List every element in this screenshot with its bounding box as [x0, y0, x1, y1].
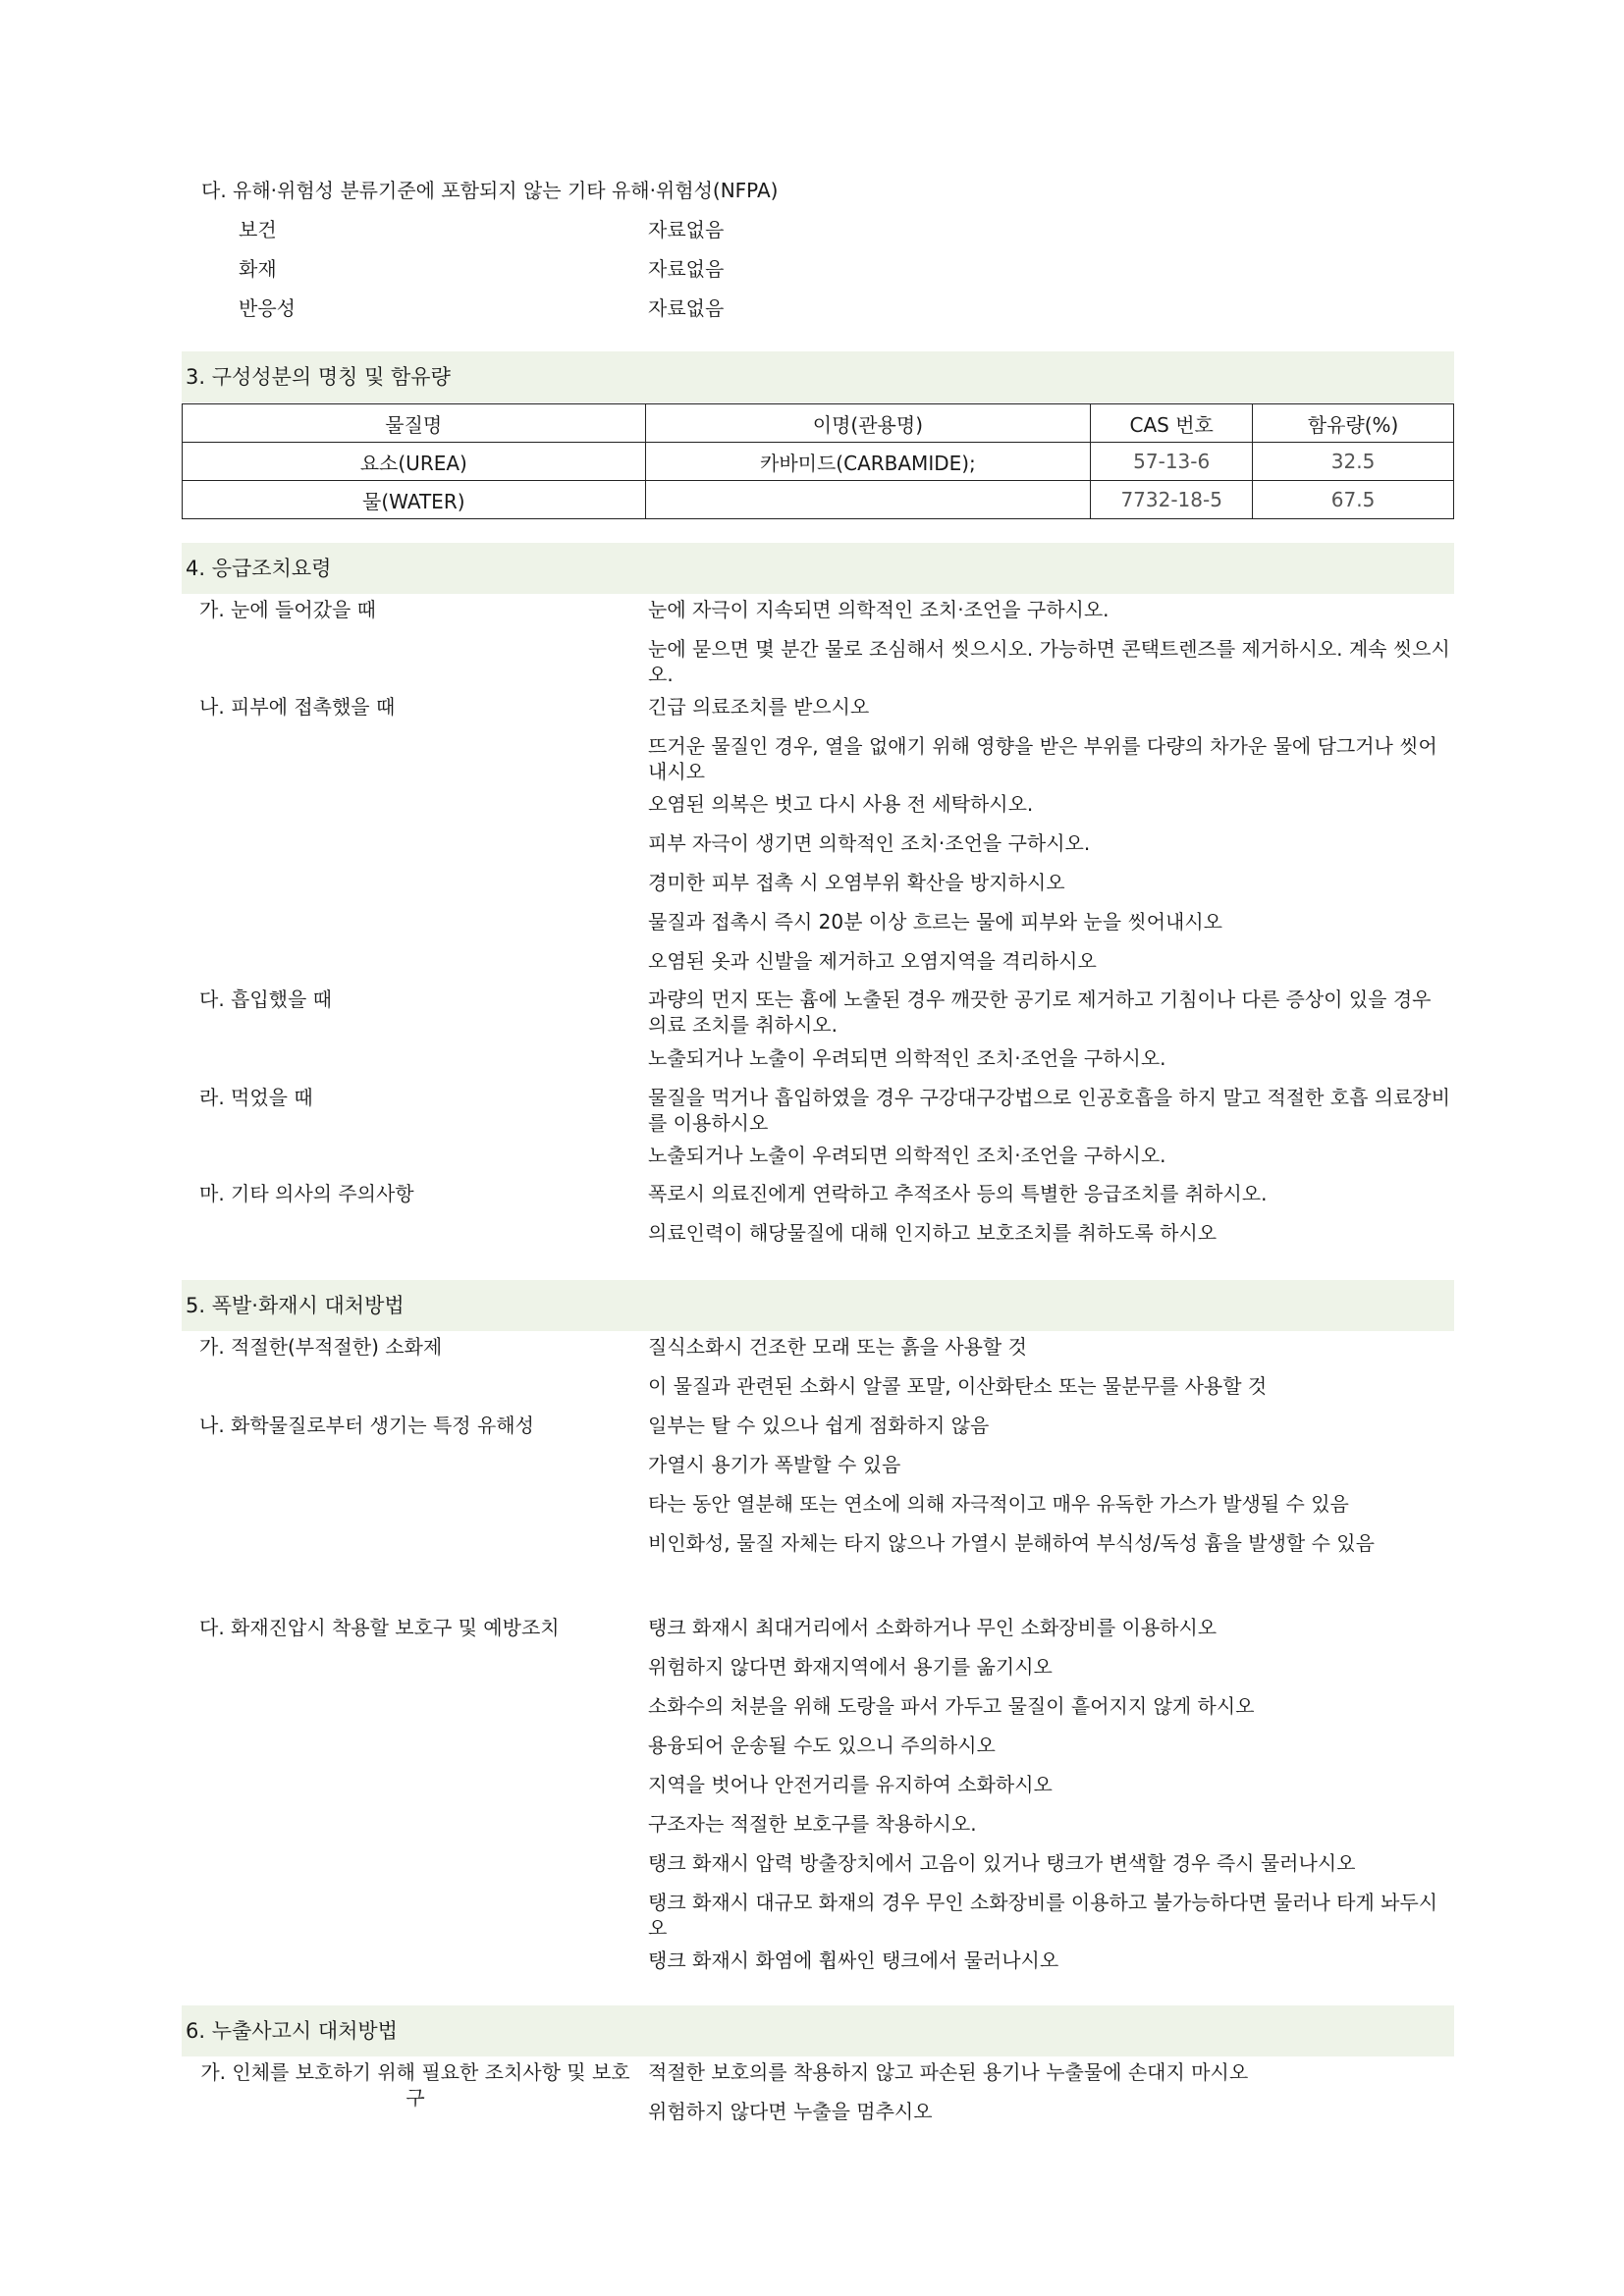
first-aid-physician-label: 마. 기타 의사의 주의사항 — [199, 1182, 414, 1205]
col-cas-number: CAS 번호 — [1091, 404, 1253, 443]
list-item: 이 물질과 관련된 소화시 알콜 포말, 이산화탄소 또는 물분무를 사용할 것 — [648, 1374, 1268, 1398]
list-item: 탱크 화재시 최대거리에서 소화하거나 무인 소화장비를 이용하시오 — [648, 1616, 1218, 1639]
first-aid-skin-label: 나. 피부에 접촉했을 때 — [199, 695, 396, 719]
table-row — [183, 481, 1454, 519]
list-item: 오염된 의복은 벗고 다시 사용 전 세탁하시오. — [648, 792, 1034, 816]
composition-table — [182, 403, 1454, 519]
cell-content: 67.5 — [1253, 481, 1454, 519]
cell-cas: 7732-18-5 — [1091, 481, 1253, 519]
list-item: 눈에 자극이 지속되면 의학적인 조치·조언을 구하시오. — [648, 598, 1110, 621]
list-item: 탱크 화재시 화염에 휩싸인 탱크에서 물러나시오 — [648, 1949, 1059, 1972]
first-aid-inhalation-label: 다. 흡입했을 때 — [199, 988, 332, 1011]
list-item: 노출되거나 노출이 우려되면 의학적인 조치·조언을 구하시오. — [648, 1144, 1166, 1167]
list-item: 타는 동안 열분해 또는 연소에 의해 자극적이고 매우 유독한 가스가 발생될 수 있음 — [648, 1492, 1349, 1516]
nfpa-heading: 다. 유해·위험성 분류기준에 포함되지 않는 기타 유해·위험성(NFPA) — [201, 179, 779, 202]
list-item: 용융되어 운송될 수도 있으니 주의하시오 — [648, 1734, 996, 1757]
col-content-percent: 함유량(%) — [1253, 404, 1454, 443]
nfpa-label-reactivity: 반응성 — [239, 296, 296, 320]
cell-content: 32.5 — [1253, 443, 1454, 481]
section6-title: 6. 누출사고시 대처방법 — [182, 2005, 1454, 2056]
table-header-row — [183, 404, 1454, 443]
list-item: 지역을 벗어나 안전거리를 유지하여 소화하시오 — [648, 1773, 1053, 1796]
list-item: 경미한 피부 접촉 시 오염부위 확산을 방지하시오 — [648, 871, 1065, 894]
list-item: 피부 자극이 생기면 의학적인 조치·조언을 구하시오. — [648, 831, 1091, 855]
list-item: 뜨거운 물질인 경우, 열을 없애기 위해 영향을 받은 부위를 다량의 차가운 물에 담그거나 씻어내시오 — [648, 734, 1437, 783]
cell-substance: 물(WATER) — [183, 481, 646, 519]
list-item: 가열시 용기가 폭발할 수 있음 — [648, 1453, 901, 1476]
nfpa-label-fire: 화재 — [239, 257, 277, 281]
list-item: 구조자는 적절한 보호구를 착용하시오. — [648, 1812, 977, 1836]
cell-synonym: 카바미드(CARBAMIDE); — [645, 443, 1091, 481]
list-item: 의료인력이 해당물질에 대해 인지하고 보호조치를 취하도록 하시오 — [648, 1221, 1218, 1245]
cell-cas: 57-13-6 — [1091, 443, 1253, 481]
list-item: 탱크 화재시 압력 방출장치에서 고음이 있거나 탱크가 변색할 경우 즉시 물러나시오 — [648, 1851, 1356, 1875]
section5-title: 5. 폭발·화재시 대처방법 — [182, 1280, 1454, 1331]
list-item: 위험하지 않다면 누출을 멈추시오 — [648, 2100, 933, 2123]
list-item: 폭로시 의료진에게 연락하고 추적조사 등의 특별한 응급조치를 취하시오. — [648, 1182, 1268, 1205]
list-item: 물질을 먹거나 흡입하였을 경우 구강대구강법으로 인공호흡을 하지 말고 적절한 호흡 의료장비를 이용하시오 — [648, 1086, 1451, 1135]
cell-synonym — [645, 481, 1091, 519]
list-item: 과량의 먼지 또는 흄에 노출된 경우 깨끗한 공기로 제거하고 기침이나 다른 증상이 있을 경우 의료 조치를 취하시오. — [648, 988, 1432, 1037]
first-aid-eyes-label: 가. 눈에 들어갔을 때 — [199, 598, 376, 621]
table-row — [183, 443, 1454, 481]
list-item: 오염된 옷과 신발을 제거하고 오염지역을 격리하시오 — [648, 949, 1097, 973]
specific-hazards-label: 나. 화학물질로부터 생기는 특정 유해성 — [199, 1414, 534, 1437]
col-substance-name: 물질명 — [183, 404, 646, 443]
section4-title: 4. 응급조치요령 — [182, 543, 1454, 594]
nfpa-label-health: 보건 — [239, 218, 277, 241]
list-item: 눈에 묻으면 몇 분간 물로 조심해서 씻으시오. 가능하면 콘택트렌즈를 제거하시오. 계속 씻으시오. — [648, 637, 1450, 686]
extinguishing-media-label: 가. 적절한(부적절한) 소화제 — [199, 1335, 443, 1359]
nfpa-value-fire: 자료없음 — [648, 257, 725, 281]
list-item: 위험하지 않다면 화재지역에서 용기를 옮기시오 — [648, 1655, 1053, 1679]
list-item: 질식소화시 건조한 모래 또는 흙을 사용할 것 — [648, 1335, 1027, 1359]
list-item: 긴급 의료조치를 받으시오 — [648, 695, 870, 719]
list-item: 탱크 화재시 대규모 화재의 경우 무인 소화장비를 이용하고 불가능하다면 물러나 타게 놔두시오 — [648, 1891, 1438, 1940]
cell-substance: 요소(UREA) — [183, 443, 646, 481]
list-item: 비인화성, 물질 자체는 타지 않으나 가열시 분해하여 부식성/독성 흄을 발생할 수 있음 — [648, 1531, 1375, 1555]
list-item: 물질과 접촉시 즉시 20분 이상 흐르는 물에 피부와 눈을 씻어내시오 — [648, 910, 1222, 934]
nfpa-value-reactivity: 자료없음 — [648, 296, 725, 320]
section3-title: 3. 구성성분의 명칭 및 함유량 — [182, 351, 1454, 402]
col-synonym: 이명(관용명) — [645, 404, 1091, 443]
firefighter-protection-label: 다. 화재진압시 착용할 보호구 및 예방조치 — [199, 1616, 560, 1639]
list-item: 일부는 탈 수 있으나 쉽게 점화하지 않음 — [648, 1414, 990, 1437]
personal-precautions-label: 가. 인체를 보호하기 위해 필요한 조치사항 및 보호구 — [200, 2060, 630, 2109]
list-item: 적절한 보호의를 착용하지 않고 파손된 용기나 누출물에 손대지 마시오 — [648, 2060, 1249, 2084]
first-aid-ingestion-label: 라. 먹었을 때 — [199, 1086, 313, 1109]
nfpa-value-health: 자료없음 — [648, 218, 725, 241]
list-item: 소화수의 처분을 위해 도랑을 파서 가두고 물질이 흩어지지 않게 하시오 — [648, 1694, 1255, 1718]
list-item: 노출되거나 노출이 우려되면 의학적인 조치·조언을 구하시오. — [648, 1046, 1166, 1070]
